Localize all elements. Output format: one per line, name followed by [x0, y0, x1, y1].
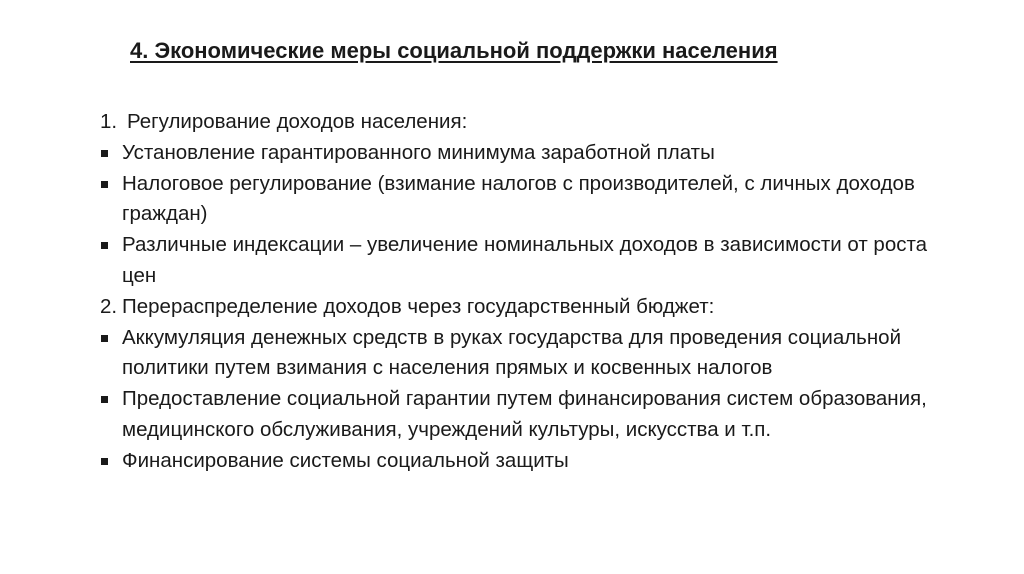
- square-bullet-icon: [101, 242, 108, 249]
- item-text: Финансирование системы социальной защиты: [122, 448, 569, 472]
- slide-content: [100, 107, 960, 477]
- square-bullet-icon: [101, 150, 108, 157]
- item-text: Различные индексации – увеличение номинальных доходов в зависимости от роста цен: [122, 233, 928, 287]
- bullet-item: [100, 446, 960, 477]
- square-bullet-icon: [101, 335, 108, 342]
- item-text: Регулирование доходов населения:: [127, 110, 468, 133]
- item-number: 2.: [100, 294, 118, 318]
- square-bullet-icon: [101, 396, 108, 403]
- item-text: Налоговое регулирование (взимание налогов с производителей, с личных доходов граждан): [122, 171, 915, 226]
- bullet-item: [100, 169, 960, 231]
- item-text: Аккумуляция денежных средств в руках государства для проведения социальной политики путем взимания с населения прямых и косвенных налогов: [122, 325, 902, 380]
- item-text: Установление гарантированного минимума заработной платы: [122, 140, 715, 164]
- bullet-item: [100, 230, 960, 292]
- bullet-item: [100, 384, 960, 446]
- numbered-item-1: [100, 107, 960, 138]
- bullet-item: [100, 323, 960, 385]
- square-bullet-icon: [101, 458, 108, 465]
- bullet-item: [100, 138, 960, 169]
- square-bullet-icon: [101, 181, 108, 188]
- item-text: Перераспределение доходов через государственный бюджет:: [122, 294, 715, 318]
- numbered-item-2: [100, 292, 960, 323]
- slide-title: 4. Экономические меры социальной поддержки населения: [130, 38, 778, 63]
- item-number: 1.: [100, 110, 118, 133]
- item-text: Предоставление социальной гарантии путем финансирования систем образования, медицинского обслуживания, учреждений культуры, искусства и т.п.: [122, 387, 927, 441]
